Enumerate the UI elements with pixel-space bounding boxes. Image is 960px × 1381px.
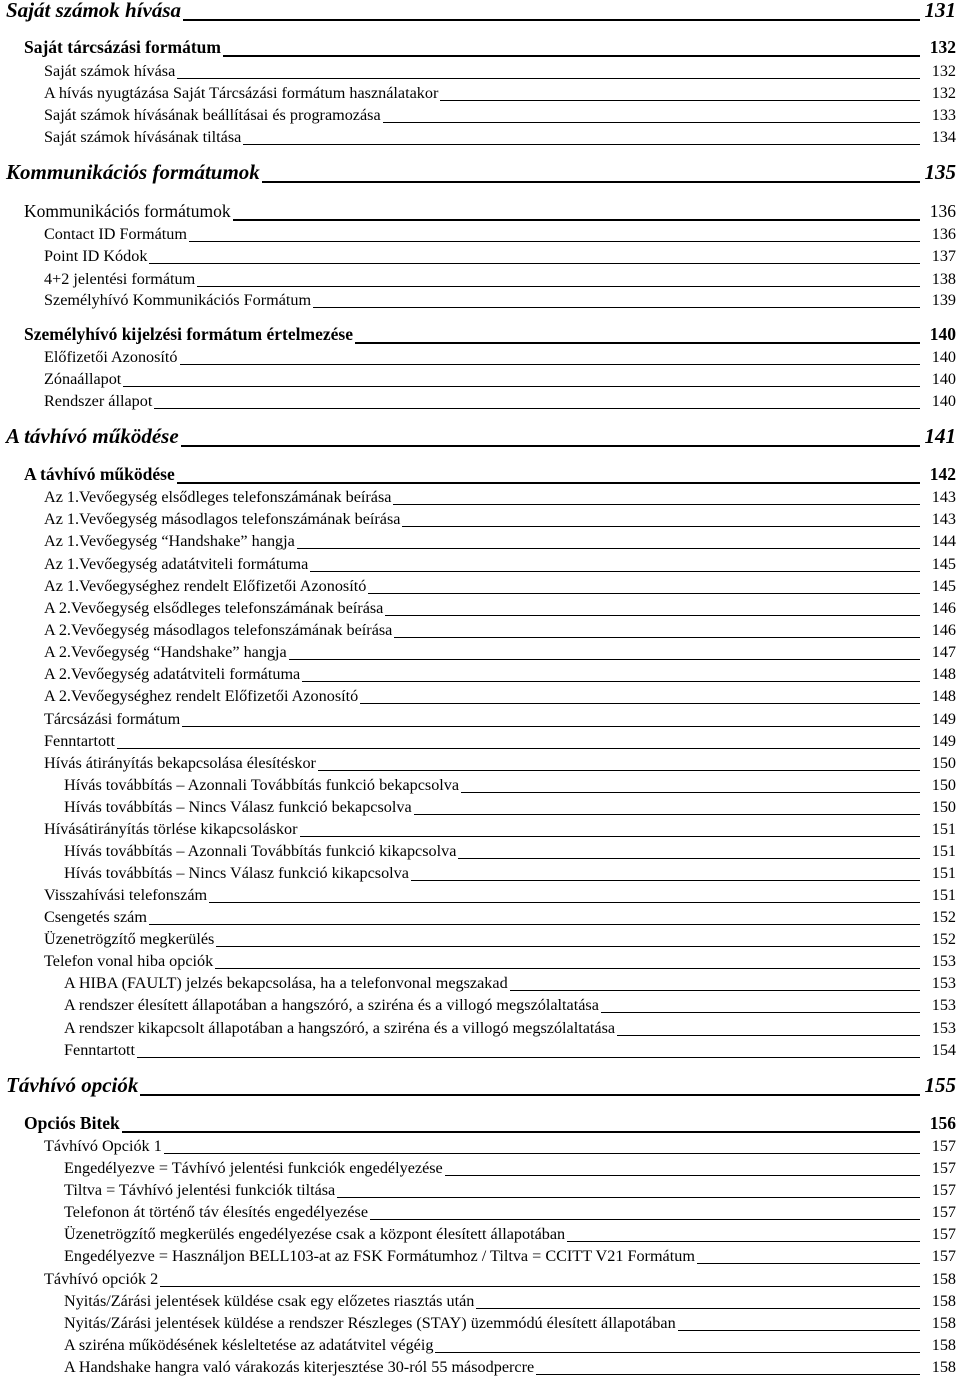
toc-entry-page: 138 <box>931 270 956 289</box>
toc-entry[interactable] <box>0 711 960 731</box>
toc-leader-line <box>601 1012 920 1013</box>
toc-entry-page: 140 <box>931 348 956 367</box>
toc-entry-title: Üzenetrögzítő megkerülés <box>44 930 215 949</box>
toc-entry[interactable] <box>0 909 960 929</box>
toc-entry-title: Hívás továbbítás – Nincs Válasz funkció bekapcsolva <box>64 798 412 817</box>
toc-entry-title: Opciós Bitek <box>24 1112 120 1133</box>
toc-entry[interactable] <box>0 1226 960 1246</box>
toc-entry-title: Point ID Kódok <box>44 247 148 266</box>
toc-leader-line <box>297 548 920 549</box>
toc-entry[interactable] <box>0 1112 960 1137</box>
toc-entry[interactable] <box>0 843 960 863</box>
toc-entry-title: Tárcsázási formátum <box>44 710 181 729</box>
toc-entry[interactable] <box>0 975 960 995</box>
toc-leader-line <box>117 748 920 749</box>
toc-entry-title: Előfizetői Azonosító <box>44 348 178 367</box>
toc-entry-title: Rendszer állapot <box>44 392 153 411</box>
toc-entry-title: Üzenetrögzítő megkerülés engedélyezése csak a központ élesített állapotában <box>64 1225 566 1244</box>
toc-entry-title: A HIBA (FAULT) jelzés bekapcsolása, ha a telefonvonal megszakad <box>64 974 508 993</box>
toc-entry-page: 137 <box>931 247 956 266</box>
toc-entry-title: A távhívó működése <box>24 463 175 484</box>
toc-leader-line <box>189 241 920 242</box>
toc-entry[interactable] <box>0 226 960 246</box>
toc-entry[interactable] <box>0 799 960 819</box>
toc-entry[interactable] <box>0 688 960 708</box>
toc-entry-title: Nyitás/Zárási jelentések küldése csak egy előzetes riasztás után <box>64 1292 475 1311</box>
toc-entry-title: Zónaállapot <box>44 370 122 389</box>
toc-entry[interactable] <box>0 292 960 312</box>
toc-entry[interactable] <box>0 107 960 127</box>
toc-entry-page: 136 <box>929 200 956 221</box>
toc-leader-line <box>177 78 920 79</box>
toc-entry[interactable] <box>0 423 960 451</box>
toc-entry-page: 152 <box>931 930 956 949</box>
toc-entry[interactable] <box>0 85 960 105</box>
toc-entry-page: 145 <box>931 577 956 596</box>
toc-leader-line <box>461 792 920 793</box>
toc-leader-line <box>383 122 920 123</box>
toc-leader-line <box>440 100 920 101</box>
toc-entry-title: Hívásátirányítás törlése kikapcsoláskor <box>44 820 298 839</box>
toc-leader-line <box>209 902 920 903</box>
toc-entry[interactable] <box>0 63 960 83</box>
toc-leader-line <box>310 571 920 572</box>
toc-entry-title: Csengetés szám <box>44 908 147 927</box>
toc-entry-page: 158 <box>931 1358 956 1377</box>
toc-entry-title: A rendszer kikapcsolt állapotában a hangszóró, a sziréna és a villogó megszólaltatása <box>64 1019 616 1038</box>
toc-entry-title: A hívás nyugtázása Saját Tárcsázási formátum használatakor <box>44 84 439 103</box>
toc-entry[interactable] <box>0 489 960 509</box>
toc-entry-title: Hívás átirányítás bekapcsolása élesítéskor <box>44 754 316 773</box>
toc-leader-line <box>197 286 920 287</box>
toc-entry-page: 157 <box>931 1247 956 1266</box>
toc-entry[interactable] <box>0 200 960 225</box>
toc-entry-title: A távhívó működése <box>6 423 179 448</box>
toc-leader-line <box>180 364 920 365</box>
toc-leader-line <box>567 1241 920 1242</box>
toc-entry[interactable] <box>0 159 960 187</box>
toc-entry-page: 148 <box>931 665 956 684</box>
toc-leader-line <box>445 1175 920 1176</box>
toc-entry-title: Távhívó Opciók 1 <box>44 1137 162 1156</box>
toc-entry[interactable] <box>0 1359 960 1379</box>
toc-entry[interactable] <box>0 1293 960 1313</box>
toc-entry-title: Telefon vonal hiba opciók <box>44 952 214 971</box>
toc-entry-page: 142 <box>929 463 956 484</box>
toc-entry-title: Az 1.Vevőegység “Handshake” hangja <box>44 532 295 551</box>
toc-leader-line <box>289 659 920 660</box>
toc-entry-title: Az 1.Vevőegység adatátviteli formátuma <box>44 555 309 574</box>
toc-entry[interactable] <box>0 0 960 25</box>
toc-entry-page: 153 <box>931 996 956 1015</box>
toc-entry-title: Hívás továbbítás – Nincs Válasz funkció kikapcsolva <box>64 864 409 883</box>
toc-leader-line <box>154 408 920 409</box>
toc-entry-page: 149 <box>931 732 956 751</box>
toc-entry-title: Saját számok hívásának beállításai és programozása <box>44 106 381 125</box>
toc-entry-title: Saját számok hívása <box>6 0 182 22</box>
toc-entry-page: 132 <box>931 84 956 103</box>
toc-entry[interactable] <box>0 1204 960 1224</box>
toc-entry-title: A 2.Vevőegység másodlagos telefonszámának beírása <box>44 621 393 640</box>
toc-entry[interactable] <box>0 1042 960 1062</box>
toc-entry-page: 139 <box>931 291 956 310</box>
toc-leader-line <box>510 990 920 991</box>
toc-entry[interactable] <box>0 997 960 1017</box>
toc-entry-title: Fenntartott <box>64 1041 136 1060</box>
toc-entry[interactable] <box>0 578 960 598</box>
toc-entry-page: 150 <box>931 798 956 817</box>
toc-leader-line <box>164 1153 920 1154</box>
toc-entry[interactable] <box>0 1337 960 1357</box>
toc-entry-page: 157 <box>931 1181 956 1200</box>
toc-entry-page: 157 <box>931 1159 956 1178</box>
toc-entry-page: 140 <box>931 392 956 411</box>
toc-entry-title: Hívás továbbítás – Azonnali Továbbítás funkció kikapcsolva <box>64 842 457 861</box>
toc-entry-page: 155 <box>924 1072 956 1097</box>
toc-entry-page: 136 <box>931 225 956 244</box>
toc-entry-page: 134 <box>931 128 956 147</box>
toc-entry-title: Személyhívó Kommunikációs Formátum <box>44 291 312 310</box>
toc-entry-page: 158 <box>931 1292 956 1311</box>
toc-leader-line <box>402 526 920 527</box>
toc-entry[interactable] <box>0 271 960 291</box>
toc-entry[interactable] <box>0 644 960 664</box>
toc-leader-line <box>411 880 920 881</box>
toc-entry[interactable] <box>0 556 960 576</box>
toc-entry[interactable] <box>0 887 960 907</box>
toc-entry-page: 153 <box>931 974 956 993</box>
toc-entry[interactable] <box>0 931 960 951</box>
toc-leader-line <box>181 445 920 447</box>
toc-entry-page: 151 <box>931 864 956 883</box>
toc-leader-line <box>476 1308 920 1309</box>
toc-leader-line <box>137 1057 920 1058</box>
toc-entry-title: A 2.Vevőegység adatátviteli formátuma <box>44 665 301 684</box>
toc-entry-title: Távhívó opciók <box>6 1072 139 1097</box>
toc-entry[interactable] <box>0 1315 960 1335</box>
toc-entry[interactable] <box>0 865 960 885</box>
toc-leader-line <box>183 19 920 21</box>
toc-entry-page: 147 <box>931 643 956 662</box>
toc-entry-page: 133 <box>931 106 956 125</box>
toc-leader-line <box>122 1131 920 1133</box>
toc-entry-page: 157 <box>931 1225 956 1244</box>
toc-entry-title: Visszahívási telefonszám <box>44 886 208 905</box>
toc-entry-page: 140 <box>931 370 956 389</box>
toc-leader-line <box>318 770 920 771</box>
toc-entry[interactable] <box>0 953 960 973</box>
toc-entry-page: 158 <box>931 1314 956 1333</box>
toc-leader-line <box>536 1374 920 1375</box>
toc-leader-line <box>302 681 920 682</box>
toc-entry-title: A sziréna működésének késleltetése az adatátvitel végéig <box>64 1336 434 1355</box>
toc-entry-page: 158 <box>931 1336 956 1355</box>
toc-leader-line <box>678 1330 920 1331</box>
toc-entry-title: Saját számok hívása <box>44 62 176 81</box>
toc-entry[interactable] <box>0 1138 960 1158</box>
toc-entry[interactable] <box>0 1160 960 1180</box>
toc-entry[interactable] <box>0 393 960 413</box>
toc-entry-title: Telefonon át történő táv élesítés engedélyezése <box>64 1203 369 1222</box>
toc-entry-title: Saját számok hívásának tiltása <box>44 128 242 147</box>
toc-entry[interactable] <box>0 533 960 553</box>
toc-leader-line <box>337 1197 920 1198</box>
toc-entry-page: 143 <box>931 488 956 507</box>
toc-leader-line <box>697 1263 920 1264</box>
toc-entry-page: 151 <box>931 820 956 839</box>
toc-leader-line <box>385 615 920 616</box>
toc-leader-line <box>360 703 920 704</box>
toc-entry-page: 153 <box>931 1019 956 1038</box>
toc-leader-line <box>160 1286 920 1287</box>
toc-entry-title: Fenntartott <box>44 732 116 751</box>
toc-entry[interactable] <box>0 666 960 686</box>
toc-entry-page: 141 <box>924 423 956 448</box>
toc-entry-title: A Handshake hangra való várakozás kiterjesztése 30-ról 55 másodpercre <box>64 1358 535 1377</box>
toc-entry-page: 149 <box>931 710 956 729</box>
toc-entry-page: 132 <box>929 36 956 57</box>
toc-entry-page: 145 <box>931 555 956 574</box>
toc-entry-page: 148 <box>931 687 956 706</box>
toc-leader-line <box>368 593 920 594</box>
toc-entry-title: Tiltva = Távhívó jelentési funkciók tiltása <box>64 1181 336 1200</box>
toc-entry[interactable] <box>0 622 960 642</box>
toc-leader-line <box>140 1094 920 1096</box>
toc-leader-line <box>370 1219 920 1220</box>
toc-leader-line <box>458 858 920 859</box>
toc-entry[interactable] <box>0 1072 960 1100</box>
toc-entry[interactable] <box>0 248 960 268</box>
toc-entry-title: Kommunikációs formátumok <box>24 200 231 221</box>
toc-entry[interactable] <box>0 36 960 61</box>
toc-entry-page: 154 <box>931 1041 956 1060</box>
toc-entry-title: Hívás továbbítás – Azonnali Továbbítás funkció bekapcsolva <box>64 776 460 795</box>
toc-entry-page: 151 <box>931 886 956 905</box>
toc-leader-line <box>393 504 920 505</box>
toc-entry-page: 153 <box>931 952 956 971</box>
toc-entry[interactable] <box>0 129 960 149</box>
toc-entry-title: Személyhívó kijelzési formátum értelmezése <box>24 323 353 344</box>
toc-entry-page: 132 <box>931 62 956 81</box>
toc-entry-title: A 2.Vevőegység elsődleges telefonszámának beírása <box>44 599 384 618</box>
toc-entry-page: 152 <box>931 908 956 927</box>
toc-entry-page: 144 <box>931 532 956 551</box>
toc-entry-title: A 2.Vevőegységhez rendelt Előfizetői Azonosító <box>44 687 359 706</box>
toc-leader-line <box>435 1352 920 1353</box>
toc-entry[interactable] <box>0 1020 960 1040</box>
toc-leader-line <box>177 482 920 484</box>
toc-leader-line <box>216 946 920 947</box>
toc-entry-page: 131 <box>924 0 956 22</box>
toc-leader-line <box>262 181 920 183</box>
toc-entry-page: 151 <box>931 842 956 861</box>
toc-leader-line <box>123 386 920 387</box>
toc-entry-page: 135 <box>924 159 956 184</box>
toc-entry[interactable] <box>0 1271 960 1291</box>
toc-entry-page: 158 <box>931 1270 956 1289</box>
toc-entry[interactable] <box>0 821 960 841</box>
toc-leader-line <box>215 968 920 969</box>
toc-entry-title: Engedélyezve = Távhívó jelentési funkciók engedélyezése <box>64 1159 443 1178</box>
toc-entry-page: 156 <box>929 1112 956 1133</box>
toc-entry-page: 157 <box>931 1203 956 1222</box>
toc-entry-title: A rendszer élesített állapotában a hangszóró, a sziréna és a villogó megszólaltatása <box>64 996 599 1015</box>
toc-entry-page: 150 <box>931 776 956 795</box>
toc-entry-page: 140 <box>929 323 956 344</box>
toc-entry[interactable] <box>0 733 960 753</box>
toc-entry-title: Távhívó opciók 2 <box>44 1270 159 1289</box>
toc-leader-line <box>149 924 920 925</box>
toc-entry-title: Az 1.Vevőegységhez rendelt Előfizetői Azonosító <box>44 577 367 596</box>
toc-entry-page: 146 <box>931 621 956 640</box>
toc-leader-line <box>223 55 920 57</box>
toc-entry[interactable] <box>0 511 960 531</box>
toc-entry-page: 143 <box>931 510 956 529</box>
toc-entry[interactable] <box>0 349 960 369</box>
toc-leader-line <box>149 263 920 264</box>
toc-leader-line <box>233 219 920 221</box>
toc-leader-line <box>617 1035 920 1036</box>
toc-entry-title: Engedélyezve = Használjon BELL103-at az FSK Formátumhoz / Tiltva = CCITT V21 Formátum <box>64 1247 695 1266</box>
toc-entry[interactable] <box>0 777 960 797</box>
toc-leader-line <box>355 342 920 344</box>
toc-entry-title: Contact ID Formátum <box>44 225 187 244</box>
toc-leader-line <box>300 836 920 837</box>
toc-leader-line <box>182 726 920 727</box>
toc-entry[interactable] <box>0 1182 960 1202</box>
toc-entry-title: Nyitás/Zárási jelentések küldése a rendszer Részleges (STAY) üzemmódú élesített állapotában <box>64 1314 676 1333</box>
toc-entry[interactable] <box>0 463 960 488</box>
toc-entry-title: Saját tárcsázási formátum <box>24 36 221 57</box>
toc-entry-title: Kommunikációs formátumok <box>6 159 260 184</box>
toc-leader-line <box>394 637 920 638</box>
toc-leader-line <box>243 144 920 145</box>
toc-entry[interactable] <box>0 371 960 391</box>
toc-entry[interactable] <box>0 600 960 620</box>
toc-entry[interactable] <box>0 1248 960 1268</box>
toc-leader-line <box>313 307 920 308</box>
toc-entry-title: A 2.Vevőegység “Handshake” hangja <box>44 643 287 662</box>
toc-entry-title: Az 1.Vevőegység elsődleges telefonszámának beírása <box>44 488 392 507</box>
toc-entry-title: Az 1.Vevőegység másodlagos telefonszámának beírása <box>44 510 401 529</box>
toc-entry[interactable] <box>0 323 960 348</box>
toc-entry-title: 4+2 jelentési formátum <box>44 270 196 289</box>
toc-entry-page: 157 <box>931 1137 956 1156</box>
toc-entry[interactable] <box>0 755 960 775</box>
toc-entry-page: 150 <box>931 754 956 773</box>
toc-leader-line <box>414 814 920 815</box>
toc-entry-page: 146 <box>931 599 956 618</box>
